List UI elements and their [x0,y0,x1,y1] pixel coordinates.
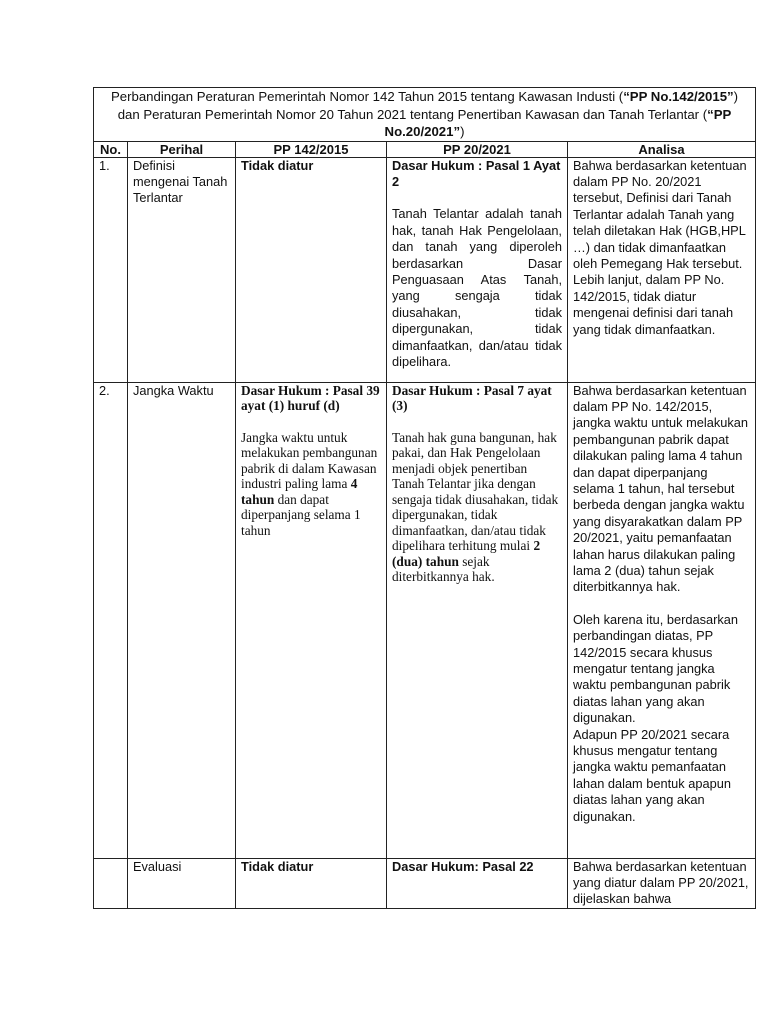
pp142-text-a: Jangka waktu untuk melakukan pembangunan pabrik di dalam Kawasan industri paling lama [241,429,378,491]
header-row [94,141,756,157]
analisa-paragraph-3: Adapun PP 20/2021 secara khusus mengatur tentang jangka waktu pemanfaatan lahan dalam bentuk apapun diatas lahan yang akan digunakan. [573,726,731,824]
row-perihal: Jangka Waktu [128,382,236,858]
header-pp142: PP 142/2015 [236,141,387,157]
row-perihal: Definisi mengenai Tanah Terlantar [128,157,236,382]
row-pp142 [236,382,387,858]
title-row [94,88,756,142]
pp20-text-a: Tanah hak guna bangunan, hak pakai, dan Hak Pengelolaan menjadi objek penertiban Tanah Telantar jika dengan sengaja tidak diusahakan, tidak dipergunakan, tidak dimanfaatkan, dan/atau tidak dipelihara terhitung mulai [392,429,559,553]
pp20-text [392,430,562,585]
pp142-text-emph: 4 tahun [241,476,358,507]
analisa-paragraph-1: Bahwa berdasarkan ketentuan dalam PP No. 142/2015, jangka waktu untuk melakukan pembangunan pabrik dapat dilakukan paling lama 4 tahun dan dapat diperpanjang selama 1 tahun, hal tersebut berbeda dengan jangka waktu yang disyarakatkan dalam PP 20/2021, yaitu pemanfaatan lahan harus dilakukan paling lama 2 (dua) tahun sejak diterbitkannya hak. [573,382,748,595]
row-analisa: Bahwa berdasarkan ketentuan yang diatur dalam PP 20/2021, dijelaskan bahwa [568,858,756,908]
row-analisa: Bahwa berdasarkan ketentuan dalam PP No. 20/2021 tersebut, Definisi dari Tanah Terlantar adalah Tanah yang telah diletakan Hak (HGB,HPL …) dan tidak dimanfaatkan oleh Pemegang Hak tersebut. Lebih lanjut, dalam PP No. 142/2015, tidak diatur mengenai definisi dari tanah yang tidak dimanfaatkan. [568,157,756,382]
table-row [94,157,756,382]
header-perihal: Perihal [128,141,236,157]
row-analisa [568,382,756,858]
pp142-text [241,430,381,539]
header-no: No. [94,141,128,157]
row-number: 2. [94,382,128,858]
title-text-3: ) [460,124,465,139]
pp20-text-b: sejak diterbitkannya hak. [392,553,495,584]
pp20-text-emph: 2 (dua) tahun [392,538,541,569]
title-short-1: “PP No.142/2015” [623,89,734,104]
title-text-1: Perbandingan Peraturan Pemerintah Nomor 142 Tahun 2015 tentang Kawasan Industi ( [110,89,624,104]
row-number [94,858,128,908]
title-short-2: “PP No.20/2021” [384,106,732,139]
row-pp20 [387,382,568,858]
pp142-text-b: dan dapat diperpanjang selama 1 tahun [241,491,361,538]
table-row [94,858,756,908]
row-pp142: Tidak diatur [236,858,387,908]
row-pp20 [387,157,568,382]
pp20-legal-basis: Dasar Hukum : Pasal 1 Ayat 2 [392,157,561,189]
pp142-legal-basis: Dasar Hukum : Pasal 39 ayat (1) huruf (d) [241,382,380,413]
header-pp20: PP 20/2021 [387,141,568,157]
row-pp142: Tidak diatur [236,157,387,382]
row-number: 1. [94,157,128,382]
comparison-table [93,87,756,909]
table-row [94,382,756,858]
pp20-text: Tanah Telantar adalah tanah hak, tanah Hak Pengelolaan, dan tanah yang diperoleh berdasarkan Dasar Penguasaan Atas Tanah, yang sengaja tidak diusahakan, tidak dipergunakan, tidak dimanfaatkan, dan/atau tidak dipelihara. [392,206,562,369]
analisa-paragraph-2: Oleh karena itu, berdasarkan perbandingan diatas, PP 142/2015 secara khusus mengatur tentang jangka waktu pembangunan pabrik diatas lahan yang akan digunakan. [573,611,739,726]
pp20-legal-basis: Dasar Hukum : Pasal 7 ayat (3) [392,382,552,413]
row-pp20: Dasar Hukum: Pasal 22 [387,858,568,908]
table-title [94,88,756,142]
row-perihal: Evaluasi [128,858,236,908]
header-analisa: Analisa [568,141,756,157]
title-text-2: ) dan Peraturan Pemerintah Nomor 20 Tahun 2021 tentang Penertiban Kawasan dan Tanah Terlantar ( [117,89,739,122]
